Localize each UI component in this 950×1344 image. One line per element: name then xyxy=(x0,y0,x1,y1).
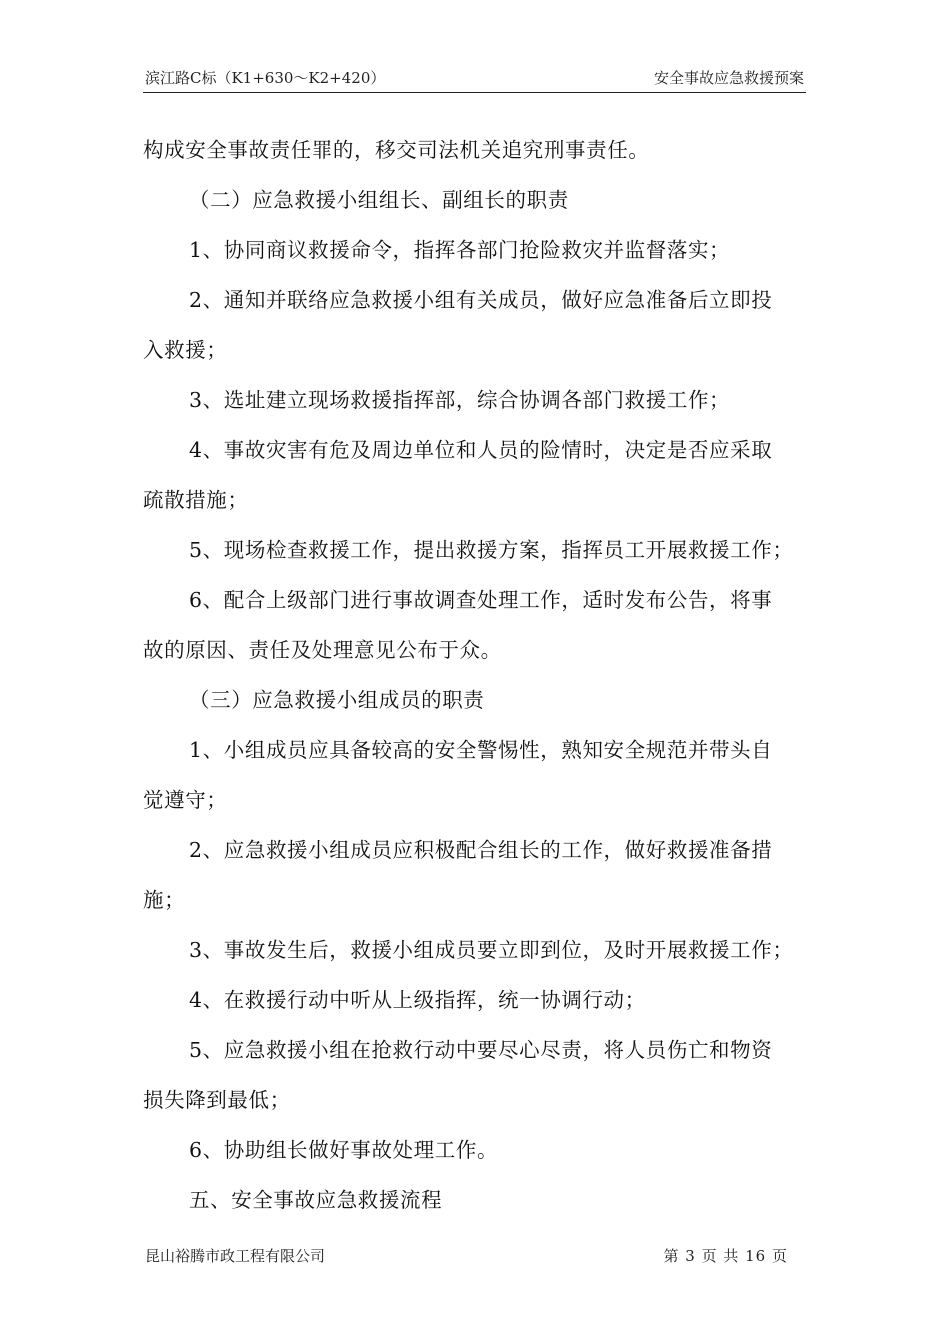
list-item-continuation: 故的原因、责任及处理意见公布于众。 xyxy=(143,638,502,662)
footer-company-name: 昆山裕腾市政工程有限公司 xyxy=(145,1247,326,1265)
section-heading: （二）应急救援小组组长、副组长的职责 xyxy=(189,188,569,212)
list-item-continuation: 施； xyxy=(143,888,186,912)
list-item: 4、在救援行动中听从上级指挥，统一协调行动； xyxy=(189,988,646,1012)
list-item-continuation: 损失降到最低； xyxy=(143,1088,291,1112)
list-item: 6、配合上级部门进行事故调查处理工作，适时发布公告，将事 xyxy=(189,588,773,612)
list-item: 3、事故发生后，救援小组成员要立即到位，及时开展救援工作； xyxy=(189,938,794,962)
list-item: 3、选址建立现场救援指挥部，综合协调各部门救援工作； xyxy=(189,388,731,412)
list-item-continuation: 入救援； xyxy=(143,338,228,362)
section-heading: 五、安全事故应急救援流程 xyxy=(189,1188,443,1212)
header-document-title: 安全事故应急救援预案 xyxy=(653,69,804,87)
header-project-title: 滨江路C标（K1+630～K2+420） xyxy=(145,69,386,87)
list-item: 1、小组成员应具备较高的安全警惕性，熟知安全规范并带头自 xyxy=(189,738,773,762)
list-item: 6、协助组长做好事故处理工作。 xyxy=(189,1138,499,1162)
list-item: 2、应急救援小组成员应积极配合组长的工作，做好救援准备措 xyxy=(189,838,773,862)
document-body xyxy=(143,125,806,1225)
list-item: 5、应急救援小组在抢救行动中要尽心尽责，将人员伤亡和物资 xyxy=(189,1038,773,1062)
paragraph-line: 构成安全事故责任罪的，移交司法机关追究刑事责任。 xyxy=(143,138,650,162)
list-item: 1、协同商议救援命令，指挥各部门抢险救灾并监督落实； xyxy=(189,238,731,262)
list-item-continuation: 觉遵守； xyxy=(143,788,228,812)
list-item-continuation: 疏散措施； xyxy=(143,488,249,512)
list-item: 4、事故灾害有危及周边单位和人员的险情时，决定是否应采取 xyxy=(189,438,773,462)
page-header xyxy=(143,64,806,93)
footer-page-number: 第 3 页 共 16 页 xyxy=(663,1247,788,1265)
list-item: 5、现场检查救援工作，提出救援方案，指挥员工开展救援工作； xyxy=(189,538,794,562)
list-item: 2、通知并联络应急救援小组有关成员，做好应急准备后立即投 xyxy=(189,288,773,312)
section-heading: （三）应急救援小组成员的职责 xyxy=(189,688,485,712)
